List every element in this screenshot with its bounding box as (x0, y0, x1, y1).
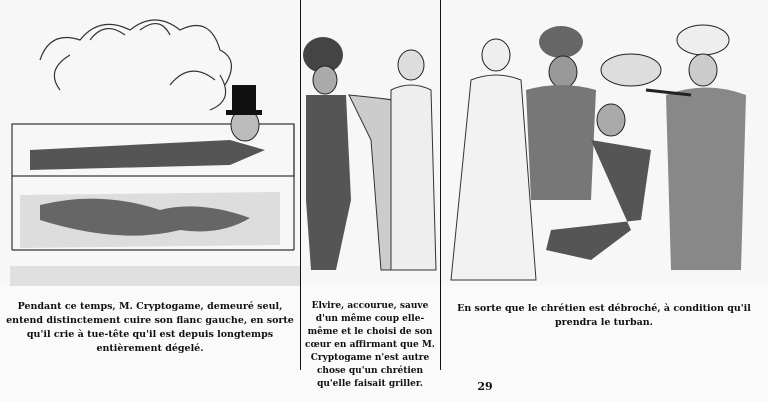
turban-scene-drawing (441, 0, 768, 286)
caption-right: En sorte que le chrétien est débroché, à condition qu'il prendra le turban. (457, 303, 751, 328)
elvire-scene-drawing (301, 0, 439, 286)
page-number: 29 (477, 380, 493, 393)
panel-middle-illustration (301, 0, 439, 286)
panel-left-illustration (0, 0, 300, 286)
roasting-scene-drawing (0, 0, 300, 286)
caption-divider (440, 290, 441, 370)
caption-divider (300, 290, 301, 370)
panel-right-illustration (441, 0, 768, 286)
caption-left: Pendant ce temps, M. Cryptogame, demeuré seul, entend distinctement cuire son flanc gauche, en sorte qu'il crie à tue-tête qu'il est depuis longtemps entièrement dégelé. (6, 301, 294, 354)
caption-middle: Elvire, accourue, sauve d'un même coup elle-même et le choisi de son cœur en affirmant que M. Cryptogame n'est autre chose qu'un chrétien qu'elle faisait griller. (305, 301, 435, 389)
